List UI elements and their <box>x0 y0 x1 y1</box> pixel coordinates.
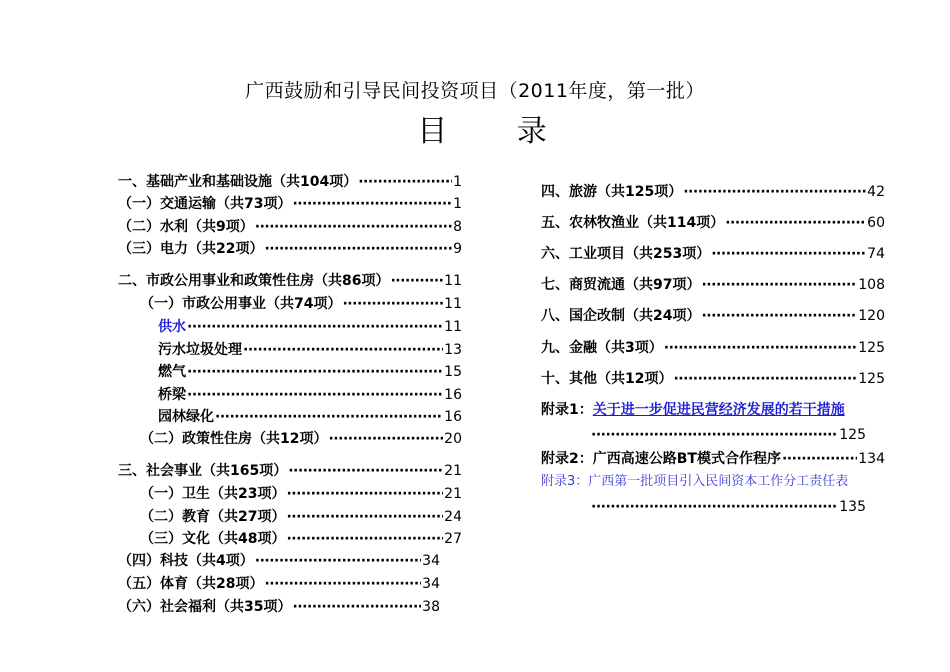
toc-entry-label: 园林绿化 <box>158 409 214 425</box>
toc-entry[interactable] <box>541 369 885 389</box>
toc-entry-label: （二）水利（共9项） <box>118 219 254 235</box>
appendix-2[interactable] <box>541 449 885 469</box>
toc-entry-page: 125 <box>839 427 866 443</box>
toc-entry-label: （二）教育（共27项） <box>140 509 286 525</box>
toc-entry-page: 38 <box>422 599 440 615</box>
toc-heading: 目 录 <box>417 114 577 149</box>
dot-leader <box>591 425 838 445</box>
toc-entry-label: 桥梁 <box>158 387 186 403</box>
toc-entry-page: 125 <box>858 340 885 356</box>
toc-entry-page: 60 <box>867 215 885 231</box>
toc-entry[interactable] <box>158 317 462 337</box>
dot-leader <box>264 239 452 259</box>
toc-entry[interactable] <box>158 340 462 360</box>
toc-entry-page: 34 <box>422 553 440 569</box>
appendix-3-page-line <box>590 497 866 517</box>
dot-leader <box>255 217 452 237</box>
toc-entry-label: 八、国企改制（共24项） <box>541 308 701 324</box>
toc-entry-page: 1 <box>453 174 462 190</box>
appendix-prefix: 附录1： <box>541 402 593 418</box>
dot-leader <box>187 385 443 405</box>
toc-entry-label: 燃气 <box>158 364 186 380</box>
document-title: 广西鼓励和引导民间投资项目（2011年度，第一批） <box>245 80 705 102</box>
toc-entry[interactable] <box>140 429 462 449</box>
toc-entry[interactable] <box>118 194 462 214</box>
toc-entry-label: （三）电力（共22项） <box>118 241 264 257</box>
toc-entry-label: （五）体育（共28项） <box>118 576 264 592</box>
dot-leader <box>701 275 857 295</box>
toc-entry-page: 135 <box>839 499 866 515</box>
appendix-title-link[interactable]: 关于进一步促进民营经济发展的若干措施 <box>592 402 845 418</box>
toc-entry-label: （一）市政公用事业（共74项） <box>140 296 342 312</box>
toc-entry-label: 三、社会事业（共165项） <box>118 463 288 479</box>
toc-entry-page: 11 <box>444 273 462 289</box>
dot-leader <box>215 407 443 427</box>
toc-entry-label: 供水 <box>158 319 186 335</box>
toc-entry[interactable] <box>140 484 462 504</box>
appendix-3[interactable] <box>541 472 848 492</box>
dot-leader <box>286 507 443 527</box>
toc-entry[interactable] <box>118 551 440 571</box>
dot-leader <box>782 449 857 469</box>
toc-entry-page: 21 <box>444 486 462 502</box>
toc-entry[interactable] <box>118 574 440 594</box>
appendix-prefix: 附录3： <box>541 474 589 489</box>
dot-leader <box>286 529 443 549</box>
appendix-prefix: 附录2： <box>541 451 593 467</box>
toc-entry[interactable] <box>541 182 885 202</box>
toc-entry[interactable] <box>541 244 885 264</box>
toc-entry-page: 15 <box>444 364 462 380</box>
toc-entry-label: 七、商贸流通（共97项） <box>541 277 701 293</box>
toc-entry[interactable] <box>541 213 885 233</box>
appendix-title: 广西第一批项目引入民间资本工作分工责任表 <box>588 474 849 489</box>
toc-entry-page: 13 <box>444 342 462 358</box>
toc-entry[interactable] <box>118 217 462 237</box>
toc-entry-label: 污水垃圾处理 <box>158 342 242 358</box>
dot-leader <box>701 306 857 326</box>
toc-entry[interactable] <box>118 597 440 617</box>
dot-leader <box>288 461 443 481</box>
dot-leader <box>187 317 443 337</box>
toc-entry-page: 125 <box>858 371 885 387</box>
dot-leader <box>255 551 421 571</box>
toc-entry-page: 11 <box>444 296 462 312</box>
toc-entry[interactable] <box>118 172 462 192</box>
dot-leader <box>328 429 443 449</box>
appendix-1[interactable] <box>541 400 845 420</box>
toc-entry-label: （三）文化（共48项） <box>140 531 286 547</box>
toc-entry-page: 9 <box>453 241 462 257</box>
toc-entry-label: 五、农林牧渔业（共114项） <box>541 215 725 231</box>
toc-entry-page: 120 <box>858 308 885 324</box>
dot-leader <box>673 369 857 389</box>
toc-entry-page: 27 <box>444 531 462 547</box>
toc-entry-page: 11 <box>444 319 462 335</box>
dot-leader <box>683 182 866 202</box>
dot-leader <box>725 213 866 233</box>
toc-entry-page: 134 <box>858 451 885 467</box>
toc-entry-label: 六、工业项目（共253项） <box>541 246 711 262</box>
appendix-1-page-line <box>590 425 866 445</box>
toc-entry-page: 8 <box>453 219 462 235</box>
toc-entry[interactable] <box>541 338 885 358</box>
toc-entry-page: 74 <box>867 246 885 262</box>
toc-entry[interactable] <box>140 294 462 314</box>
toc-entry[interactable] <box>118 239 462 259</box>
toc-entry-label: 十、其他（共12项） <box>541 371 673 387</box>
toc-entry[interactable] <box>118 461 462 481</box>
toc-entry[interactable] <box>118 271 462 291</box>
toc-entry-label: 二、市政公用事业和政策性住房（共86项） <box>118 273 390 289</box>
toc-entry-label: （二）政策性住房（共12项） <box>140 431 328 447</box>
dot-leader <box>286 484 443 504</box>
toc-entry-label: 一、基础产业和基础设施（共104项） <box>118 174 358 190</box>
dot-leader <box>342 294 443 314</box>
toc-entry-label: （六）社会福利（共35项） <box>118 599 292 615</box>
toc-entry[interactable] <box>140 507 462 527</box>
toc-entry-label: （四）科技（共4项） <box>118 553 254 569</box>
toc-entry-page: 21 <box>444 463 462 479</box>
toc-entry-label: （一）卫生（共23项） <box>140 486 286 502</box>
toc-entry-label: 九、金融（共3项） <box>541 340 663 356</box>
toc-entry-page: 34 <box>422 576 440 592</box>
toc-entry-label: 四、旅游（共125项） <box>541 184 683 200</box>
dot-leader <box>358 172 452 192</box>
toc-entry[interactable] <box>541 306 885 326</box>
toc-entry-page: 1 <box>453 196 462 212</box>
dot-leader <box>664 338 858 358</box>
dot-leader <box>390 271 443 291</box>
dot-leader <box>264 574 421 594</box>
toc-entry-page: 108 <box>858 277 885 293</box>
toc-entry-label: （一）交通运输（共73项） <box>118 196 292 212</box>
toc-entry[interactable] <box>158 407 462 427</box>
appendix-title: 广西高速公路BT模式合作程序 <box>592 451 781 467</box>
toc-entry-page: 16 <box>444 409 462 425</box>
toc-entry[interactable] <box>541 275 885 295</box>
toc-entry-page: 20 <box>444 431 462 447</box>
dot-leader <box>711 244 866 264</box>
dot-leader <box>243 340 443 360</box>
toc-entry-page: 16 <box>444 387 462 403</box>
toc-entry-page: 42 <box>867 184 885 200</box>
dot-leader <box>591 497 838 517</box>
dot-leader <box>292 194 452 214</box>
dot-leader <box>292 597 421 617</box>
toc-entry[interactable] <box>140 529 462 549</box>
toc-entry[interactable] <box>158 385 462 405</box>
dot-leader <box>187 362 443 382</box>
toc-entry[interactable] <box>158 362 462 382</box>
toc-entry-page: 24 <box>444 509 462 525</box>
